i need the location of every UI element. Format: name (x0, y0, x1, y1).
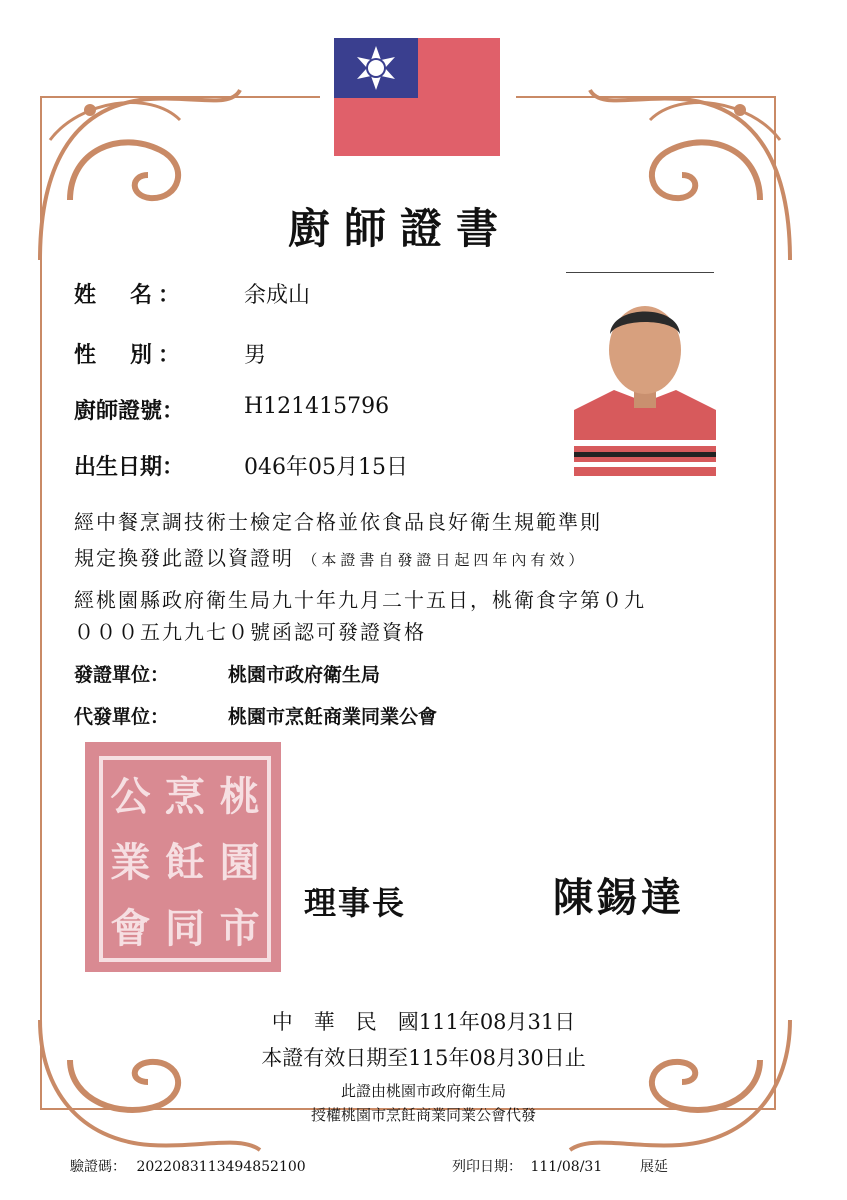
seal-frame (99, 756, 271, 962)
name-label: 姓 名： (74, 282, 187, 308)
statement-line-1: 經中餐烹調技術士檢定合格並依食品良好衛生規範準則 (74, 510, 602, 534)
license-number-label: 廚師證號： (74, 398, 185, 424)
chairman-name: 陳錫達 (553, 874, 685, 921)
issuing-unit-label: 發證單位： (74, 664, 170, 686)
seal-char: 市 (219, 904, 260, 952)
license-number-value: H121415796 (244, 394, 390, 419)
statement-line-2 (74, 542, 587, 571)
seal-char: 飪 (164, 838, 205, 886)
holder-photo (574, 290, 716, 476)
national-flag (334, 38, 500, 156)
seal-char: 公 (110, 772, 151, 820)
authorization-line-2: 授權桃園市烹飪商業同業公會代發 (310, 1106, 536, 1124)
print-date-value: 111/08/31 (530, 1159, 603, 1175)
seal-char: 同 (164, 904, 205, 952)
seal-char: 園 (219, 838, 260, 886)
extension-mark: 展延 (640, 1159, 668, 1175)
birth-date-value: 046年05月15日 (244, 455, 408, 480)
issuing-unit-value: 桃園市政府衛生局 (228, 664, 381, 686)
verify-code-row (70, 1156, 306, 1176)
issue-date: 中 華 民 國111年08月31日 (271, 1010, 576, 1034)
agent-unit-label: 代發單位： (74, 706, 170, 728)
print-date-label: 列印日期： (452, 1159, 522, 1175)
name-value: 余成山 (244, 283, 311, 308)
birth-date-label: 出生日期： (74, 454, 185, 480)
seal-char: 會 (110, 904, 151, 952)
agent-unit-value: 桃園市烹飪商業同業公會 (228, 706, 438, 728)
seal-char: 業 (110, 838, 151, 886)
gender-value: 男 (244, 343, 267, 368)
approval-line-1: 經桃園縣政府衛生局九十年九月二十五日，桃衛食字第０九 (74, 588, 646, 612)
seal-char: 烹 (164, 772, 205, 820)
validity-note: （本證書自發證日起四年內有效） (302, 551, 588, 569)
verify-code-label: 驗證碼： (70, 1159, 126, 1175)
authorization-line-1: 此證由桃園市政府衛生局 (340, 1082, 506, 1100)
certificate-title: 廚師證書 (287, 204, 512, 253)
chairman-title: 理事長 (304, 884, 407, 922)
statement-line-2-text: 規定換發此證以資證明 (74, 546, 294, 570)
association-seal (85, 742, 281, 972)
seal-char: 桃 (219, 772, 260, 820)
gender-label: 性 別： (74, 342, 187, 368)
valid-until: 本證有效日期至115年08月30日止 (261, 1046, 586, 1070)
approval-line-2: ０００五九九七０號函認可發證資格 (74, 620, 426, 644)
photo-top-line (566, 272, 714, 273)
verify-code-value: 20220831134948521​00 (136, 1159, 306, 1175)
print-date-row (452, 1156, 602, 1176)
